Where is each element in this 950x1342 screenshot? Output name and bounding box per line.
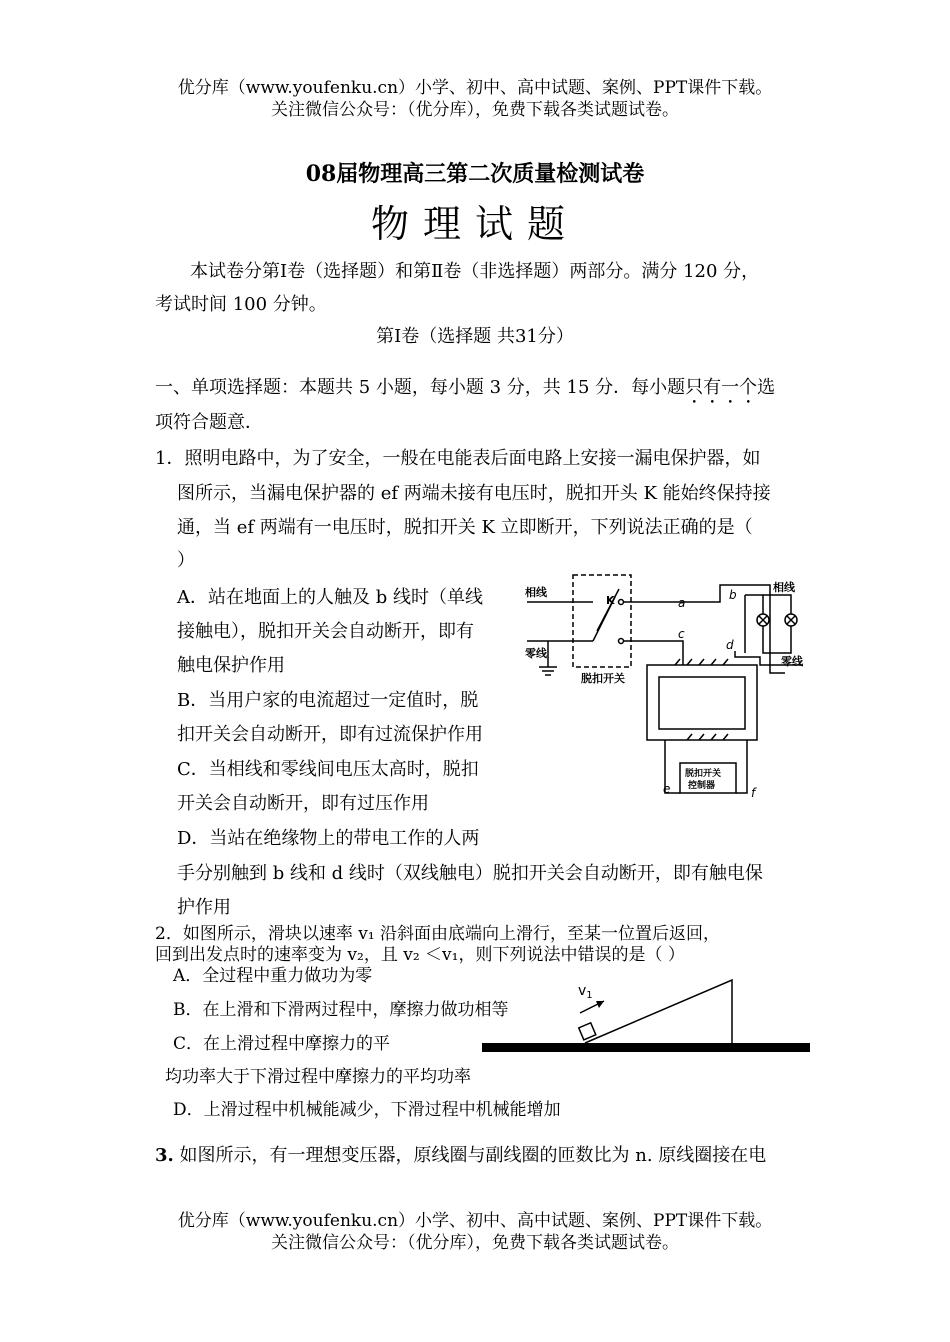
q3-number: 3.	[155, 1145, 174, 1166]
q1-option-c-2: 开关会自动断开，即有过压作用	[177, 793, 429, 814]
header-line-1: 优分库（www.youfenku.cn）小学、初中、高中试题、案例、PPT课件下载。	[177, 78, 773, 98]
header-line-2: 关注微信公众号：（优分库），免费下载各类试题试卷。	[271, 100, 679, 120]
slider-block	[579, 1023, 596, 1040]
q1-option-a-1: A．站在地面上的人触及 b 线时（单线	[177, 587, 483, 608]
q2-stem-2: 回到出发点时的速率变为 v₂，且 v₂ ＜v₁，则下列说法中错误的是（ ）	[155, 945, 685, 965]
q3-stem	[155, 1144, 766, 1168]
leakage-protector-diagram	[515, 565, 815, 810]
v1-symbol: v	[578, 983, 587, 999]
q2-option-a: A．全过程中重力做功为零	[173, 966, 373, 986]
q1-option-c-1: C．当相线和零线间电压太高时，脱扣	[177, 759, 479, 780]
part-1-heading: 第Ⅰ卷（选择题 共31分）	[376, 326, 574, 347]
q1-stem-3: 通，当 ef 两端有一电压时，脱扣开关 K 立即断开，下列说法正确的是（	[177, 517, 753, 538]
label-a: a	[678, 596, 686, 610]
q1-option-d-3: 护作用	[177, 897, 231, 918]
intro-line-1: 本试卷分第Ⅰ卷（选择题）和第Ⅱ卷（非选择题）两部分。满分 120 分，	[190, 261, 760, 282]
live-left-label: 相线	[525, 586, 547, 599]
controller-label-1: 脱扣开关	[685, 769, 722, 779]
q1-stem-2: 图所示，当漏电保护器的 ef 两端未接有电压时，脱扣开头 K 能始终保持接	[177, 483, 771, 504]
q1-option-d-1: D．当站在绝缘物上的带电工作的人两	[177, 828, 480, 849]
q2-option-d: D．上滑过程中机械能减少，下滑过程中机械能增加	[173, 1100, 561, 1120]
label-d: d	[726, 638, 734, 652]
q1-option-a-2: 接触电），脱扣开关会自动断开，即有	[177, 621, 474, 642]
neutral-right-label: 零线	[781, 655, 803, 668]
section-1-text-a: 一、单项选择题：本题共 5 小题，每小题 3 分，共 15 分．每小题	[155, 377, 686, 398]
q2-option-c-2: 均功率大于下滑过程中摩擦力的平均功率	[165, 1067, 471, 1087]
v1-label	[578, 983, 593, 1001]
q3-text: 如图所示，有一理想变压器，原线圈与副线圈的匝数比为 n. 原线圈接在电	[173, 1145, 767, 1166]
incline-diagram	[480, 972, 812, 1058]
q1-stem-4: ）	[177, 550, 195, 571]
label-b: b	[729, 588, 737, 602]
switch-label: 脱扣开关	[581, 672, 625, 685]
q1-stem-1: 1．照明电路中，为了安全，一般在电能表后面电路上安接一漏电保护器，如	[155, 448, 761, 469]
label-f: f	[751, 786, 756, 800]
intro-line-2: 考试时间 100 分钟。	[155, 294, 327, 315]
k-label: K	[606, 594, 615, 607]
v1-subscript: 1	[586, 990, 593, 1001]
section-1-text-b: 选	[757, 377, 776, 398]
q2-option-b: B．在上滑和下滑两过程中，摩擦力做功相等	[173, 1000, 509, 1020]
section-1-line-2: 项符合题意．	[155, 412, 263, 433]
section-1-line-1	[155, 376, 775, 408]
label-c: c	[678, 627, 685, 641]
footer-line-2: 关注微信公众号：（优分库），免费下载各类试题试卷。	[271, 1233, 679, 1253]
q1-option-b-2: 扣开关会自动断开，即有过流保护作用	[177, 724, 483, 745]
footer-line-1: 优分库（www.youfenku.cn）小学、初中、高中试题、案例、PPT课件下载。	[177, 1211, 773, 1231]
q2-stem-1: 2．如图所示，滑块以速率 v₁ 沿斜面由底端向上滑行，至某一位置后返回，	[155, 924, 721, 944]
live-right-label: 相线	[773, 581, 795, 594]
neutral-left-label: 零线	[525, 647, 547, 660]
q1-option-d-2: 手分别触到 b 线和 d 线时（双线触电）脱扣开关会自动断开，即有触电保	[177, 863, 763, 884]
exam-title: 08届物理高三第二次质量检测试卷	[305, 161, 645, 187]
incline	[585, 980, 732, 1043]
controller-label-2: 控制器	[688, 781, 716, 791]
section-1-emphasis: 只有一个	[685, 377, 758, 398]
label-e: e	[663, 782, 671, 796]
subject-title: 物理试题	[370, 202, 579, 246]
ground	[482, 1043, 810, 1052]
q1-option-b-1: B．当用户家的电流超过一定值时，脱	[177, 690, 479, 711]
q2-option-c-1: C．在上滑过程中摩擦力的平	[173, 1034, 391, 1054]
q1-option-a-3: 触电保护作用	[177, 655, 285, 676]
